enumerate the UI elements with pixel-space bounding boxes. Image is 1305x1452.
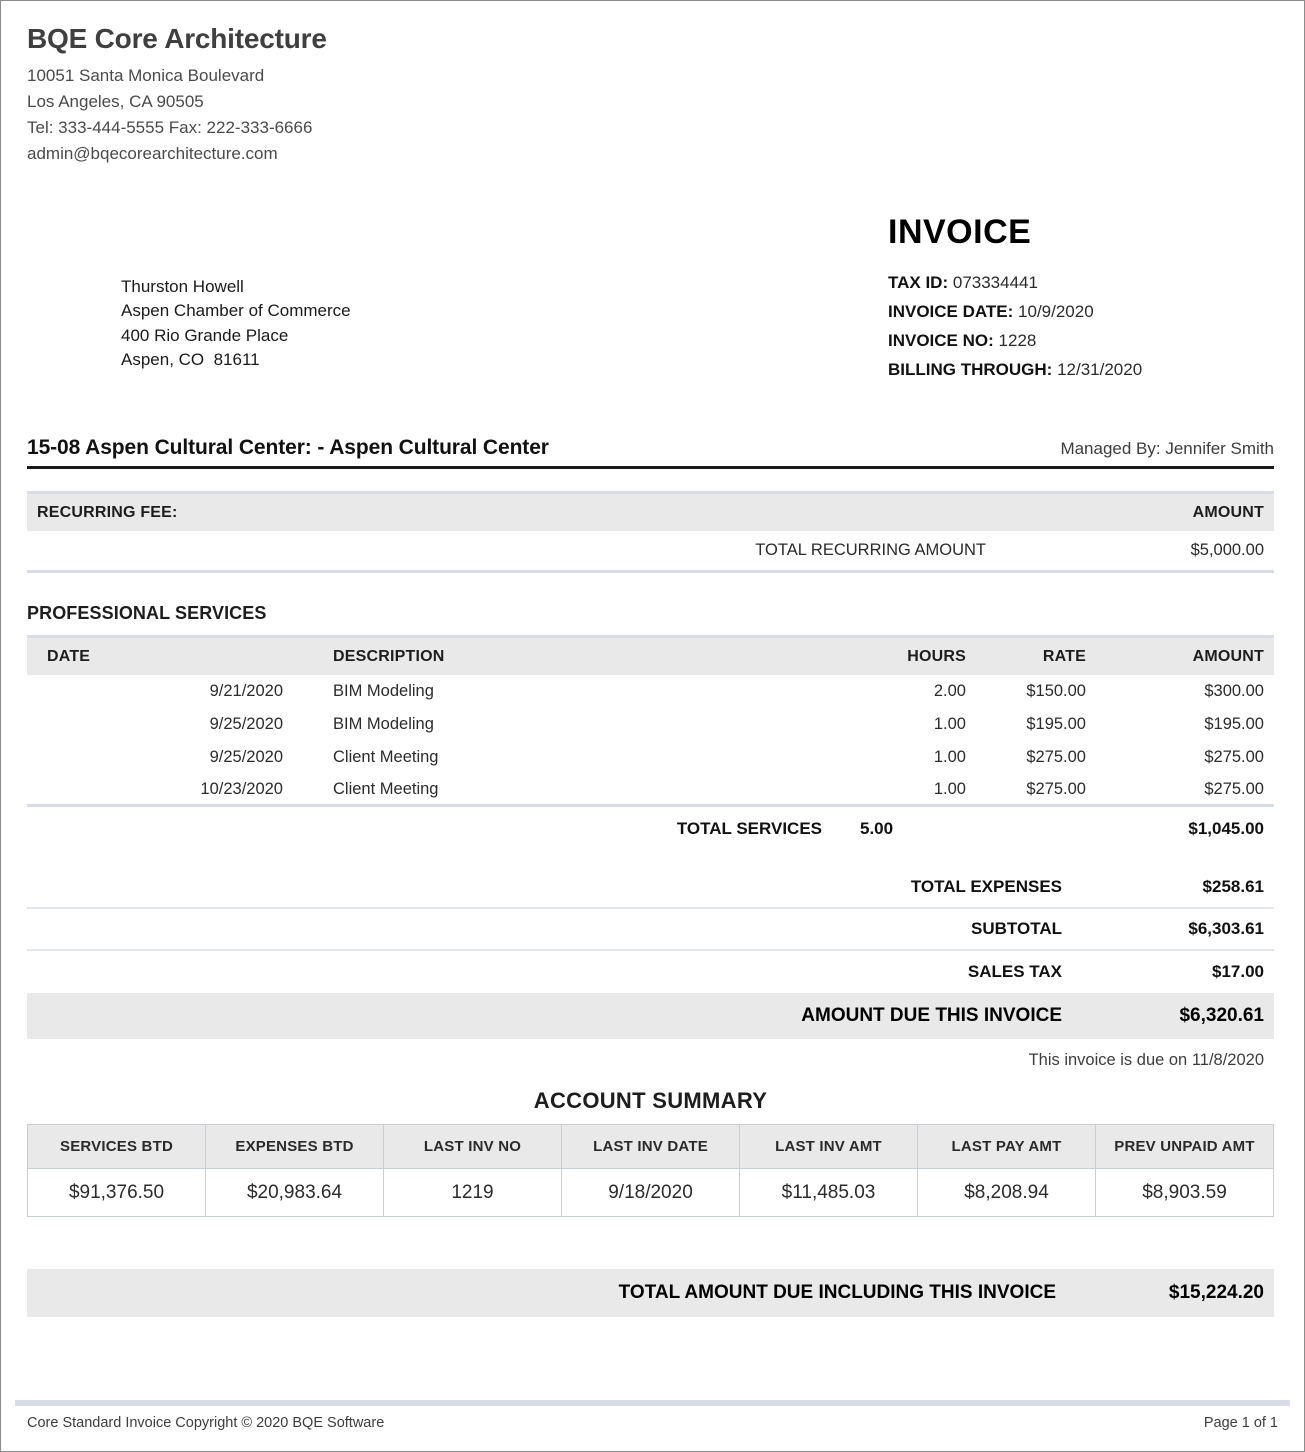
invoice-title: INVOICE (888, 212, 1032, 251)
page-footer (1, 1400, 1304, 1431)
cell-rate: $150.00 (1026, 682, 1086, 701)
table-row (28, 1169, 1274, 1217)
due-date-note: This invoice is due on 11/8/2020 (1028, 1051, 1264, 1070)
invoice-header-section (27, 213, 1274, 385)
invoice-totals-section (27, 867, 1274, 1070)
amount-due-value: $6,320.61 (1179, 1005, 1264, 1027)
invoice-no-row (888, 326, 1272, 355)
cell-description: Client Meeting (333, 779, 439, 798)
cell-description: Client Meeting (333, 748, 439, 767)
services-col-description: DESCRIPTION (333, 647, 445, 665)
services-col-date: DATE (47, 647, 91, 665)
subtotal-row (27, 909, 1274, 951)
sales-tax-row (27, 951, 1274, 993)
billing-through-value: 12/31/2020 (1057, 360, 1143, 380)
total-services-hours: 5.00 (860, 819, 894, 839)
services-col-rate: RATE (1042, 647, 1086, 665)
invoice-date-value: 10/9/2020 (1018, 301, 1094, 321)
cell-hours: 1.00 (933, 748, 966, 767)
recurring-total-row (27, 531, 1274, 573)
company-name: BQE Core Architecture (27, 23, 327, 54)
sales-tax-value: $17.00 (1212, 962, 1264, 982)
acct-col-prev-unpaid-amt: PREV UNPAID AMT (1096, 1125, 1274, 1169)
acct-col-services-btd: SERVICES BTD (28, 1125, 206, 1169)
recurring-total-label: TOTAL RECURRING AMOUNT (755, 541, 986, 560)
recurring-fee-header-label: RECURRING FEE: (37, 503, 178, 521)
cell-hours: 2.00 (933, 682, 966, 701)
cell-date: 9/25/2020 (209, 748, 283, 767)
total-expenses-value: $258.61 (1202, 877, 1264, 897)
company-email: admin@bqecorearchitecture.com (27, 143, 278, 163)
services-col-hours: HOURS (907, 647, 966, 665)
acct-val-expenses-btd: $20,983.64 (206, 1169, 384, 1217)
company-header (27, 23, 1274, 167)
sales-tax-label: SALES TAX (967, 962, 1062, 982)
cell-rate: $195.00 (1026, 715, 1086, 734)
project-header (27, 436, 1274, 469)
bill-to-organization: Aspen Chamber of Commerce (121, 301, 351, 321)
account-summary-header-row (28, 1125, 1274, 1169)
invoice-date-label: INVOICE DATE: (888, 301, 1014, 321)
acct-val-last-inv-date: 9/18/2020 (562, 1169, 740, 1217)
invoice-meta-list (888, 268, 1272, 385)
cell-description: BIM Modeling (333, 682, 434, 701)
bill-to-street: 400 Rio Grande Place (121, 325, 289, 345)
acct-col-expenses-btd: EXPENSES BTD (206, 1125, 384, 1169)
table-row (27, 741, 1274, 774)
grand-total-value: $15,224.20 (1168, 1282, 1264, 1304)
grand-total-row (27, 1269, 1274, 1317)
acct-col-last-inv-amt: LAST INV AMT (740, 1125, 918, 1169)
cell-amount: $195.00 (1204, 715, 1264, 734)
invoice-meta-block (844, 213, 1274, 385)
footer-text-row (27, 1406, 1278, 1431)
company-address-line-1: 10051 Santa Monica Boulevard (27, 66, 265, 86)
cell-date: 9/21/2020 (209, 682, 283, 701)
subtotal-value: $6,303.61 (1188, 919, 1264, 939)
acct-col-last-inv-date: LAST INV DATE (562, 1125, 740, 1169)
cell-description: BIM Modeling (333, 715, 434, 734)
acct-val-last-pay-amt: $8,208.94 (918, 1169, 1096, 1217)
services-col-amount: AMOUNT (1192, 647, 1264, 665)
cell-amount: $275.00 (1204, 748, 1264, 767)
total-expenses-label: TOTAL EXPENSES (910, 877, 1062, 897)
grand-total-label: TOTAL AMOUNT DUE INCLUDING THIS INVOICE (618, 1282, 1056, 1304)
cell-rate: $275.00 (1026, 779, 1086, 798)
bill-to-block (27, 213, 351, 385)
company-address-line-2: Los Angeles, CA 90505 (27, 92, 204, 112)
project-managed-by: Managed By: Jennifer Smith (1060, 439, 1274, 459)
invoice-no-label: INVOICE NO: (888, 330, 994, 350)
acct-val-services-btd: $91,376.50 (28, 1169, 206, 1217)
cell-hours: 1.00 (933, 715, 966, 734)
amount-due-row (27, 993, 1274, 1039)
subtotal-label: SUBTOTAL (971, 919, 1062, 939)
cell-date: 9/25/2020 (209, 715, 283, 734)
cell-hours: 1.00 (933, 779, 966, 798)
cell-amount: $275.00 (1204, 779, 1264, 798)
footer-page-number: Page 1 of 1 (1203, 1415, 1278, 1431)
cell-amount: $300.00 (1204, 682, 1264, 701)
company-phone-fax: Tel: 333-444-5555 Fax: 222-333-6666 (27, 117, 313, 137)
invoice-tax-id-label: TAX ID: (888, 272, 949, 292)
recurring-fee-section (27, 491, 1274, 573)
acct-val-last-inv-amt: $11,485.03 (740, 1169, 918, 1217)
acct-val-last-inv-no: 1219 (384, 1169, 562, 1217)
recurring-fee-header-row (27, 491, 1274, 531)
acct-val-prev-unpaid-amt: $8,903.59 (1096, 1169, 1274, 1217)
professional-services-title: PROFESSIONAL SERVICES (27, 603, 267, 624)
services-header-row (27, 635, 1274, 675)
total-expenses-row (27, 867, 1274, 909)
table-row (27, 774, 1274, 807)
acct-col-last-pay-amt: LAST PAY AMT (918, 1125, 1096, 1169)
total-services-amount: $1,045.00 (1188, 819, 1264, 839)
table-row (27, 675, 1274, 708)
invoice-date-row (888, 297, 1272, 326)
account-summary-table (27, 1124, 1274, 1217)
invoice-tax-id-row (888, 268, 1272, 297)
recurring-fee-header-amount: AMOUNT (1192, 503, 1264, 521)
cell-date: 10/23/2020 (200, 779, 283, 798)
acct-col-last-inv-no: LAST INV NO (384, 1125, 562, 1169)
bill-to-city-state-zip: Aspen, CO 81611 (121, 350, 260, 370)
total-services-label: TOTAL SERVICES (676, 819, 822, 839)
footer-copyright: Core Standard Invoice Copyright © 2020 BQE Software (27, 1415, 385, 1431)
project-title: 15-08 Aspen Cultural Center: - Aspen Cultural Center (27, 436, 549, 460)
account-summary-title: ACCOUNT SUMMARY (533, 1088, 768, 1114)
invoice-tax-id-value: 073334441 (952, 272, 1038, 292)
amount-due-label: AMOUNT DUE THIS INVOICE (801, 1005, 1062, 1027)
billing-through-row (888, 355, 1272, 384)
table-row (27, 708, 1274, 741)
professional-services-table (27, 635, 1274, 851)
total-services-row (27, 807, 1274, 851)
recurring-total-value: $5,000.00 (1190, 541, 1264, 560)
bill-to-contact: Thurston Howell (121, 276, 244, 296)
billing-through-label: BILLING THROUGH: (888, 360, 1053, 380)
invoice-no-value: 1228 (998, 330, 1037, 350)
cell-rate: $275.00 (1026, 748, 1086, 767)
